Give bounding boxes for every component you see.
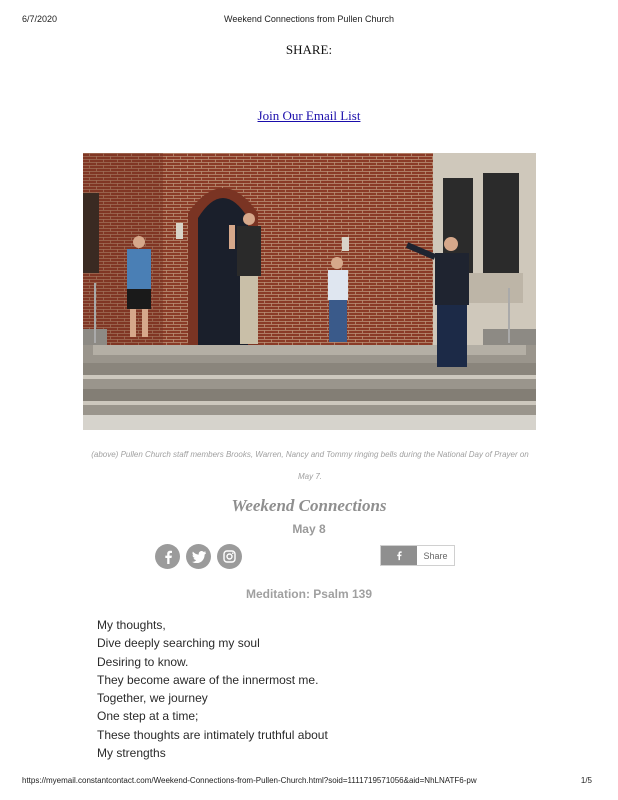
- share-label: SHARE:: [285, 42, 333, 57]
- facebook-icon: [381, 546, 417, 565]
- poem-line: My thoughts,: [97, 618, 166, 632]
- print-page-number: 1/5: [580, 776, 592, 785]
- social-links: [155, 544, 242, 569]
- poem-line: One step at a time;: [97, 709, 199, 724]
- photo-caption: (above) Pullen Church staff members Brooks, Warren, Nancy and Tommy ringing bells during the National Day of Prayer on May 7.: [91, 450, 529, 481]
- email-list-link[interactable]: Join Our Email List: [257, 108, 361, 123]
- poem-line: Desiring to know.: [97, 654, 189, 669]
- twitter-icon[interactable]: [186, 544, 211, 569]
- poem-line: These thoughts are intimately truthful about: [97, 727, 328, 742]
- poem-line: Together, we journey: [97, 691, 208, 706]
- share-label-text: Share: [423, 550, 448, 561]
- poem-line: Dive deeply searching my soul: [97, 636, 260, 651]
- facebook-icon[interactable]: [155, 544, 180, 569]
- instagram-icon[interactable]: [217, 544, 242, 569]
- poem-line: They become aware of the innermost me.: [97, 672, 319, 687]
- newsletter-title: Weekend Connections: [231, 496, 387, 515]
- newsletter-date: May 8: [292, 522, 326, 536]
- poem-line: My strengths: [97, 746, 166, 761]
- print-date: 6/7/2020: [22, 14, 58, 24]
- church-steps-photo: [83, 153, 536, 430]
- meditation-title: Meditation: Psalm 139: [245, 587, 373, 601]
- poem: [97, 616, 328, 762]
- email-list-link-wrap: [0, 108, 618, 124]
- facebook-share-button[interactable]: [380, 545, 455, 566]
- print-title: Weekend Connections from Pullen Church: [224, 14, 394, 24]
- print-footer-url: https://myemail.constantcontact.com/Weekend-Connections-from-Pullen-Church.html?soid=1111719571056&aid=NhLNATF6-pw: [22, 776, 477, 785]
